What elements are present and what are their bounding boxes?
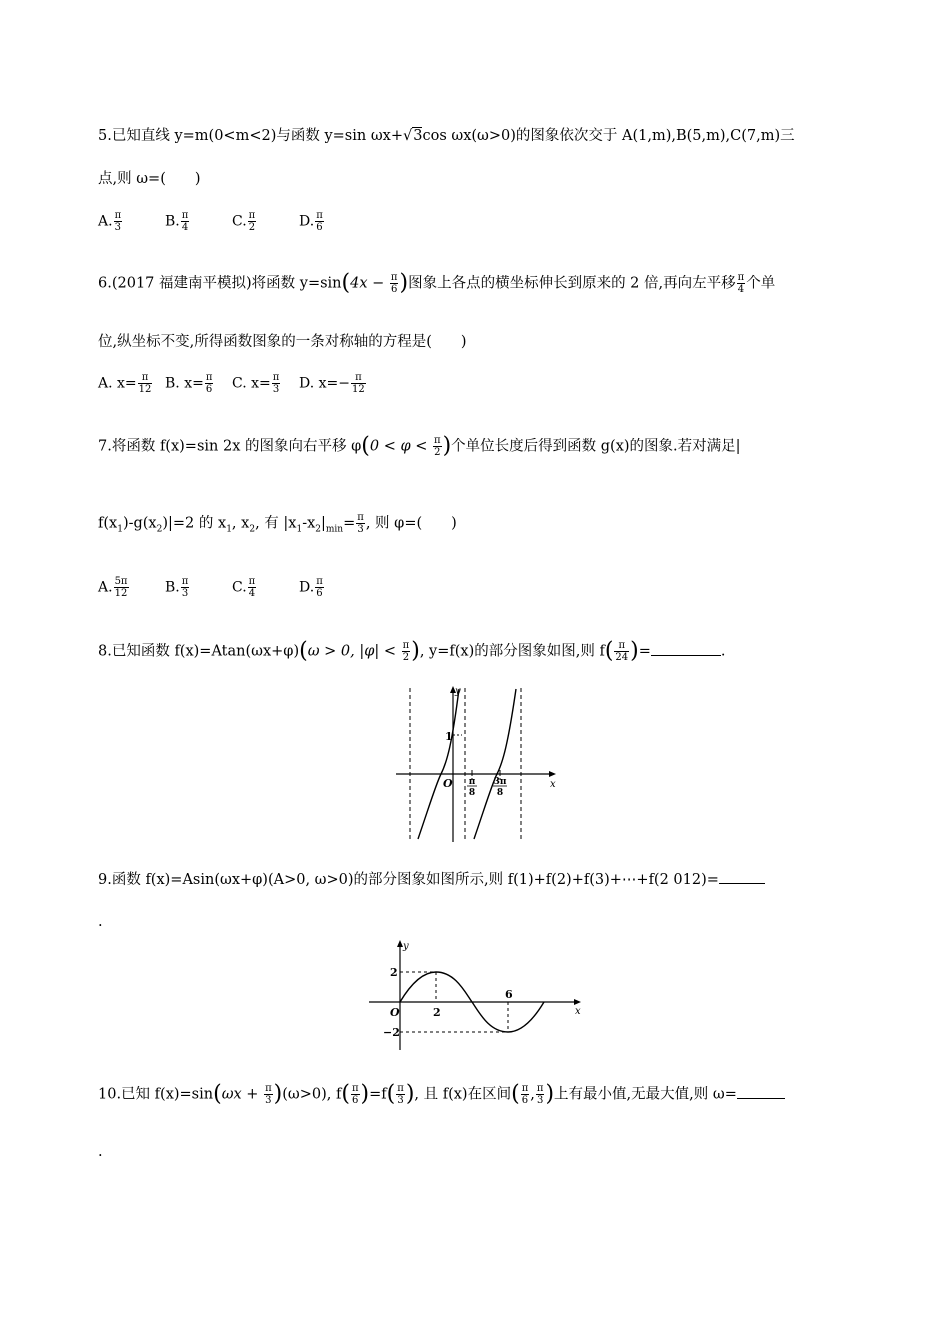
- q6-line2: 位,纵坐标不变,所得函数图象的一条对称轴的方程是( ): [98, 334, 467, 350]
- frac-den: 3: [181, 588, 189, 599]
- frac-den: 3: [265, 1095, 272, 1106]
- q7-option-b[interactable]: [165, 576, 190, 599]
- left-paren: (: [361, 433, 370, 459]
- y-two-label: 2: [390, 966, 398, 979]
- frac-num: π: [181, 210, 189, 221]
- left-paren: (: [604, 638, 614, 664]
- frac-num: π: [351, 1083, 359, 1094]
- q7-option-d[interactable]: [299, 576, 325, 599]
- subscript: 2: [249, 524, 256, 535]
- q7-text: -x: [302, 515, 316, 532]
- left-paren: (: [213, 1081, 222, 1107]
- frac-den: 3: [357, 524, 364, 535]
- tick-pi-8-num: π: [468, 777, 476, 787]
- q10-text-c: =f: [369, 1086, 387, 1103]
- left-paren: (: [511, 1081, 520, 1107]
- q7-line1: [98, 435, 741, 458]
- answer-blank[interactable]: [651, 655, 721, 656]
- period: .: [720, 643, 726, 660]
- option-label: D.: [299, 579, 315, 596]
- right-paren: ): [273, 1081, 283, 1107]
- q10-text-d: , 且 f(x)在区间: [414, 1086, 512, 1103]
- frac-den: 24: [615, 652, 629, 663]
- q7-text: f(x: [98, 515, 118, 532]
- comma: ,: [530, 1086, 535, 1103]
- frac-den: 6: [205, 384, 213, 395]
- answer-blank[interactable]: [737, 1098, 785, 1099]
- right-paren: ): [411, 638, 420, 664]
- frac-den: 6: [521, 1095, 529, 1106]
- q5-option-b[interactable]: [165, 210, 190, 233]
- subscript: 2: [156, 524, 163, 535]
- q5-line1: [98, 126, 795, 146]
- frac-den: 2: [248, 222, 256, 233]
- option-label: B. x=: [165, 375, 204, 392]
- q7-line2: [98, 512, 457, 539]
- q7-text: , x: [231, 515, 250, 532]
- q7-text: , 则 φ=( ): [365, 515, 457, 532]
- q6-text-b: 图象上各点的横坐标伸长到原来的 2 倍,再向左平移: [408, 275, 736, 292]
- q6-option-d[interactable]: [299, 372, 367, 395]
- frac-num: π: [248, 576, 256, 587]
- frac-den: 12: [351, 384, 365, 395]
- frac-den: 3: [114, 222, 122, 233]
- left-paren: (: [299, 638, 308, 664]
- q8-text-c: =: [638, 643, 651, 660]
- subscript: 1: [117, 524, 123, 535]
- option-label: C. x=: [232, 375, 271, 392]
- frac-num: π: [536, 1083, 544, 1094]
- q10-line2: .: [98, 1144, 103, 1160]
- origin-label: O: [443, 777, 453, 790]
- x-axis-label: x: [575, 1006, 581, 1017]
- q5-option-a[interactable]: [98, 210, 123, 233]
- q9-text: 9.函数 f(x)=Asin(ωx+φ)(A>0, ω>0)的部分图象如图所示,则 f(1)+f(2)+f(3)+⋯+f(2 012)=: [98, 872, 719, 888]
- q5-line2: 点,则 ω=( ): [98, 171, 201, 187]
- frac-den: 4: [181, 222, 189, 233]
- right-paren: ): [630, 638, 639, 664]
- answer-blank[interactable]: [719, 883, 765, 884]
- frac-num: π: [114, 210, 122, 221]
- subscript: 1: [296, 524, 303, 535]
- x-six-label: 6: [505, 988, 513, 1001]
- q7-text-b: 个单位长度后得到函数 g(x)的图象.若对满足|: [451, 438, 741, 455]
- right-paren: ): [399, 270, 409, 296]
- option-label: C.: [232, 213, 247, 230]
- tick-3pi-8-den: 8: [496, 788, 504, 798]
- frac-num: π: [614, 640, 629, 652]
- q9-line2: .: [98, 914, 103, 930]
- option-label: D.: [299, 213, 315, 230]
- frac-den: 6: [391, 284, 398, 295]
- tick-pi-8-den: 8: [468, 788, 476, 798]
- q7-text: |: [321, 515, 326, 532]
- q8-text-b: , y=f(x)的部分图象如图,则 f: [419, 643, 605, 660]
- y-neg-two-label: −2: [383, 1026, 400, 1039]
- tick-3pi-8-num: 3π: [493, 777, 507, 787]
- x-axis-label: x: [550, 779, 556, 790]
- frac-num: π: [272, 372, 280, 383]
- q9-sine-graph: [365, 938, 585, 1053]
- q10-text-e: 上有最小值,无最大值,则 ω=: [554, 1086, 737, 1103]
- origin-label: O: [390, 1006, 400, 1019]
- frac-num: π: [357, 512, 364, 523]
- q10-text-b: (ω>0), f: [282, 1086, 342, 1103]
- q6-text-a: 6.(2017 福建南平模拟)将函数 y=sin: [98, 275, 342, 292]
- subscript-min: min: [325, 524, 344, 535]
- right-paren: ): [442, 433, 452, 459]
- right-paren: ): [405, 1081, 415, 1107]
- frac-den: 12: [138, 384, 152, 395]
- frac-num: π: [181, 576, 189, 587]
- q7-text: )|=2 的 x: [162, 515, 227, 532]
- option-label: A. x=: [98, 375, 137, 392]
- q10-inner: ωx +: [221, 1086, 264, 1103]
- frac-den: 3: [397, 1095, 404, 1106]
- q5-option-c[interactable]: [232, 210, 257, 233]
- x-two-label: 2: [433, 1006, 441, 1019]
- option-label: B.: [165, 213, 180, 230]
- frac-num: 5π: [114, 576, 128, 587]
- q6-line1: [98, 272, 775, 295]
- q6-text-c: 个单: [746, 275, 776, 292]
- frac-num: π: [138, 372, 153, 384]
- frac-den: 2: [434, 447, 441, 458]
- option-label: B.: [165, 579, 180, 596]
- sqrt-symbol: √: [402, 128, 413, 144]
- q5-option-d[interactable]: [299, 210, 325, 233]
- frac-num: π: [402, 640, 410, 651]
- frac-den: 3: [536, 1095, 544, 1106]
- left-paren: (: [386, 1081, 396, 1107]
- q8-tangent-graph: [390, 684, 565, 846]
- frac-num: π: [521, 1083, 529, 1094]
- frac-num: π: [265, 1083, 272, 1094]
- q5-text-a: 5.已知直线 y=m(0<m<2)与函数 y=sin ωx+: [98, 128, 403, 144]
- subscript: 1: [226, 524, 232, 535]
- q6-option-b[interactable]: [165, 372, 214, 395]
- frac-den: 6: [316, 588, 323, 599]
- q10-line1: [98, 1083, 785, 1106]
- y-axis-label: y: [455, 686, 461, 697]
- frac-num: π: [737, 272, 745, 283]
- q7-text: =: [343, 515, 356, 532]
- frac-den: 3: [272, 384, 280, 395]
- q6-option-a[interactable]: [98, 372, 153, 395]
- q7-text: )-g(x: [122, 515, 157, 532]
- frac-num: π: [433, 435, 441, 446]
- q5-sqrt-arg: 3: [413, 128, 423, 144]
- q7-option-c[interactable]: [232, 576, 257, 599]
- q7-option-a[interactable]: [98, 576, 130, 599]
- frac-den: 4: [737, 284, 745, 295]
- q8-inner: ω > 0, |φ| <: [307, 643, 401, 660]
- option-label: A.: [98, 579, 113, 596]
- y-axis-label: y: [403, 941, 409, 952]
- frac-den: 6: [352, 1095, 359, 1106]
- frac-den: 4: [248, 588, 256, 599]
- q7-text-a: 7.将函数 f(x)=sin 2x 的图象向右平移 φ: [98, 438, 362, 455]
- left-paren: (: [341, 1081, 350, 1107]
- y-one-label: 1: [445, 730, 453, 743]
- q5-text-b: cos ωx(ω>0)的图象依次交于 A(1,m),B(5,m),C(7,m)三: [422, 128, 795, 144]
- q6-option-c[interactable]: [232, 372, 281, 395]
- frac-den: 12: [114, 588, 128, 599]
- frac-num: π: [316, 210, 323, 221]
- frac-num: π: [390, 272, 398, 283]
- subscript: 2: [315, 524, 321, 535]
- q8-text-a: 8.已知函数 f(x)=Atan(ωx+φ): [98, 643, 300, 660]
- q7-inner: 0 < φ <: [369, 438, 432, 455]
- option-label: D. x=−: [299, 375, 350, 392]
- left-paren: (: [341, 270, 351, 296]
- q8-line1: [98, 640, 726, 663]
- frac-num: π: [205, 372, 213, 383]
- right-paren: ): [360, 1081, 370, 1107]
- frac-num: π: [316, 576, 323, 587]
- frac-den: 2: [402, 652, 410, 663]
- right-paren: ): [545, 1081, 555, 1107]
- frac-den: 6: [316, 222, 323, 233]
- option-label: C.: [232, 579, 247, 596]
- q6-inner: 4x −: [350, 275, 389, 292]
- option-label: A.: [98, 213, 113, 230]
- frac-num: π: [397, 1083, 404, 1094]
- q10-text-a: 10.已知 f(x)=sin: [98, 1086, 214, 1103]
- q7-text: , 有 |x: [255, 515, 297, 532]
- frac-num: π: [351, 372, 366, 384]
- frac-num: π: [248, 210, 256, 221]
- q9-line1: [98, 870, 765, 890]
